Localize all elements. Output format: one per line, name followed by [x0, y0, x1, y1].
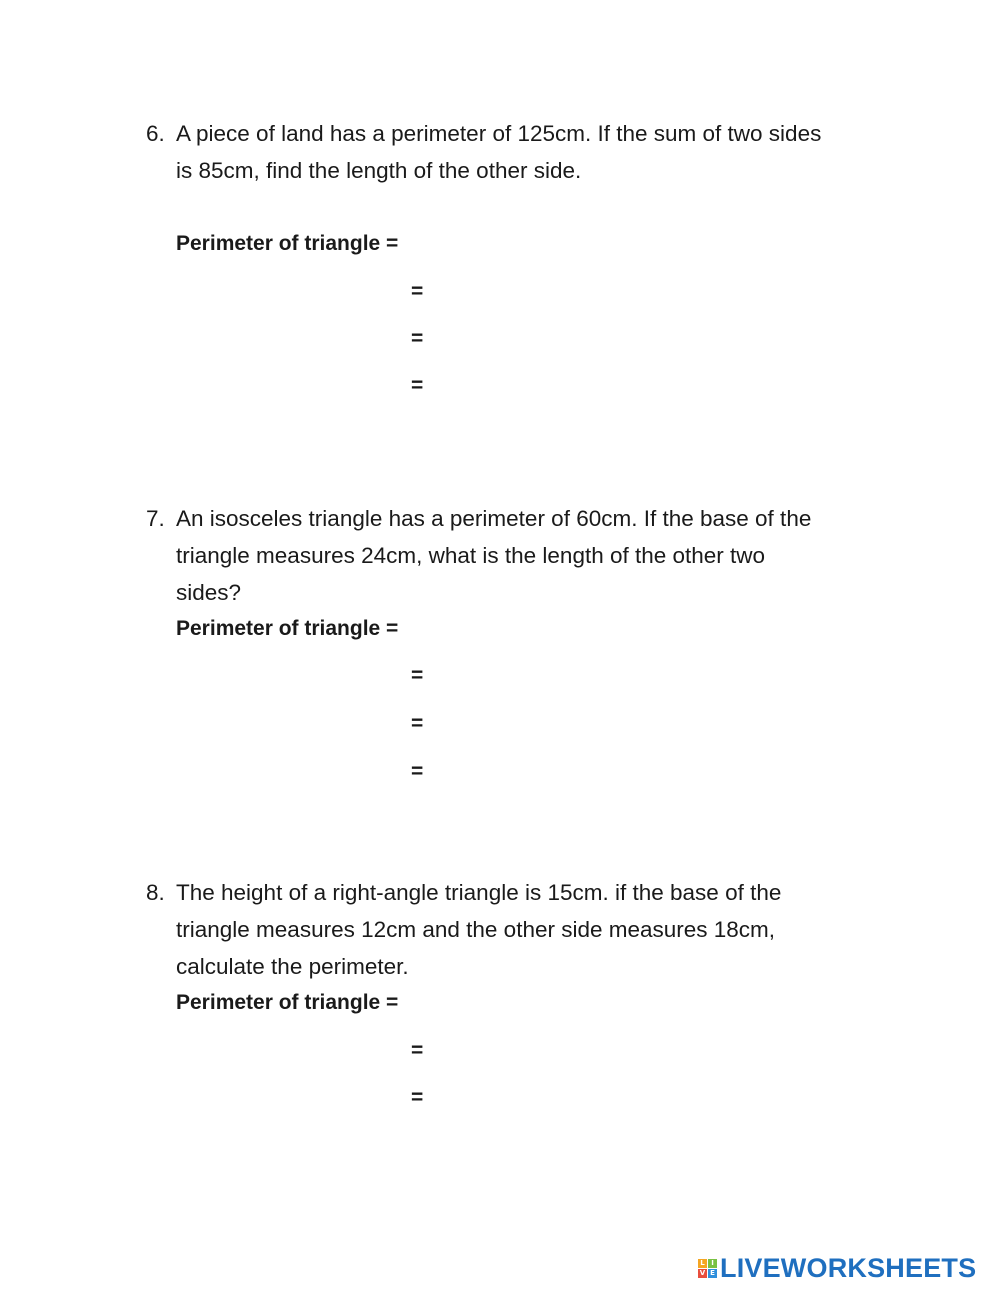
question-line: is 85cm, find the length of the other side.	[176, 158, 582, 183]
question-7	[146, 500, 906, 611]
question-line: calculate the perimeter.	[176, 954, 409, 979]
equals-line: =	[411, 664, 424, 687]
question-number: 6.	[146, 121, 165, 146]
question-line: A piece of land has a perimeter of 125cm. If the sum of two sides	[176, 121, 822, 146]
question-line: The height of a right-angle triangle is 15cm. if the base of the	[176, 880, 782, 905]
equals-line: =	[411, 1086, 424, 1109]
perimeter-label: Perimeter of triangle =	[176, 991, 399, 1014]
question-text	[176, 115, 906, 189]
question-text	[176, 874, 906, 985]
equals-line: =	[411, 280, 424, 303]
logo-letter: E	[708, 1269, 717, 1278]
question-number: 7.	[146, 506, 165, 531]
equals-line: =	[411, 712, 424, 735]
logo-letter: L	[698, 1259, 707, 1268]
question-line: triangle measures 12cm and the other side measures 18cm,	[176, 917, 776, 942]
question-number: 8.	[146, 880, 165, 905]
question-text	[176, 500, 906, 611]
logo-mark-icon	[698, 1259, 717, 1278]
equals-line: =	[411, 760, 424, 783]
brand-name: LIVEWORKSHEETS	[720, 1253, 977, 1283]
liveworksheets-logo	[698, 1253, 976, 1284]
question-line: triangle measures 24cm, what is the length of the other two	[176, 543, 766, 568]
perimeter-label: Perimeter of triangle =	[176, 617, 399, 640]
question-8	[146, 874, 906, 985]
question-line: sides?	[176, 580, 242, 605]
equals-line: =	[411, 1039, 424, 1062]
logo-letter: V	[699, 1269, 706, 1277]
perimeter-label: Perimeter of triangle =	[176, 232, 399, 255]
question-6	[146, 115, 906, 189]
equals-line: =	[411, 327, 424, 350]
question-line: An isosceles triangle has a perimeter of 60cm. If the base of the	[176, 506, 812, 531]
equals-line: =	[411, 374, 424, 397]
logo-letter: I	[708, 1259, 717, 1268]
